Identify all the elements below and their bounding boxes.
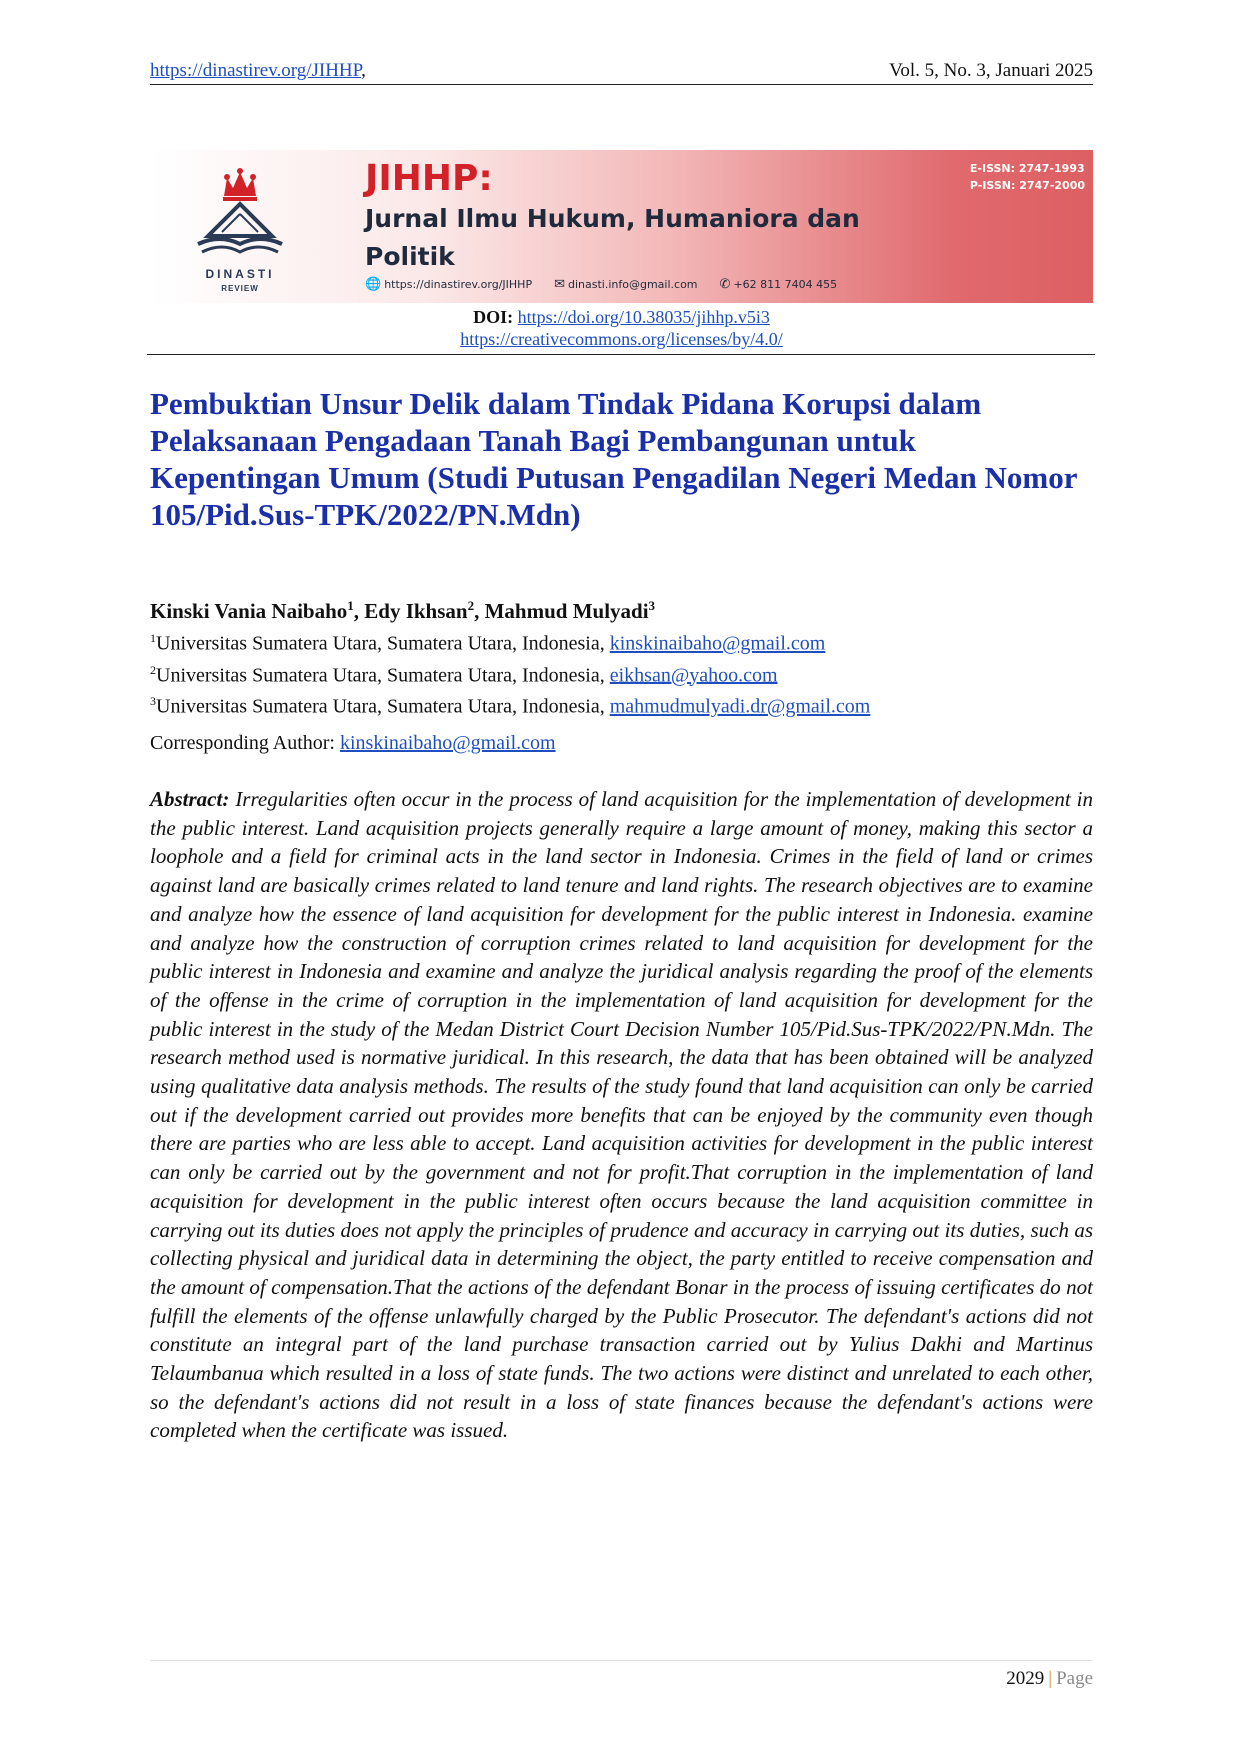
page-footer (1006, 1668, 1093, 1690)
banner-contacts (365, 277, 837, 292)
doi-label: DOI: (473, 307, 514, 327)
affiliation-email[interactable]: kinskinaibaho@gmail.com (609, 632, 826, 655)
abstract (150, 785, 1093, 1445)
banner-title: JIHHP: (365, 158, 493, 199)
footer-separator: | (1048, 1668, 1053, 1689)
affiliation-1 (150, 625, 870, 657)
logo-subword: REVIEW (221, 284, 259, 293)
author-sup: 1 (347, 598, 354, 613)
author-name: Kinski Vania Naibaho (150, 599, 348, 623)
affiliation-email[interactable]: mahmudmulyadi.dr@gmail.com (609, 695, 871, 718)
affiliation-list (150, 625, 870, 720)
mail-icon: ✉ (554, 277, 565, 292)
author-sup: 3 (648, 598, 656, 613)
affiliation-sup: 2 (150, 662, 156, 677)
affiliation-2 (150, 657, 870, 689)
banner-email (554, 277, 697, 292)
author-sep: , (353, 599, 365, 623)
issn-block (970, 160, 1085, 194)
header-divider (147, 354, 1095, 355)
article-title: Pembuktian Unsur Delik dalam Tindak Pidana Korupsi dalam Pelaksanaan Pengadaan Tanah Bagi Pembangunan untuk Kepentingan Umum (Studi Putusan Pengadilan Negeri Medan Nomor 105/Pid.Sus-TPK/2022/PN.Mdn) (150, 386, 1077, 532)
banner-phone (720, 277, 838, 292)
globe-icon: 🌐 (365, 277, 382, 292)
affiliation-text: Universitas Sumatera Utara, Sumatera Utara, Indonesia, (156, 664, 610, 687)
corresponding-label: Corresponding Author: (150, 732, 340, 754)
abstract-label: Abstract: (150, 787, 230, 811)
page-number: 2029 (1006, 1668, 1045, 1689)
affiliation-text: Universitas Sumatera Utara, Sumatera Utara, Indonesia, (156, 695, 610, 718)
journal-banner (150, 150, 1093, 303)
banner-website (365, 277, 532, 292)
affiliation-text: Universitas Sumatera Utara, Sumatera Utara, Indonesia, (156, 632, 610, 655)
eissn: E-ISSN: 2747-1993 (969, 162, 1085, 175)
page-label: Page (1056, 1668, 1093, 1689)
doi-block (150, 306, 1093, 350)
logo-wordmark: DINASTI (205, 267, 275, 281)
doi-link[interactable]: https://doi.org/10.38035/jihhp.v5i3 (517, 307, 770, 327)
banner-website-text: https://dinastirev.org/JIHHP (384, 278, 533, 291)
corresponding-author (150, 732, 556, 755)
crown-book-icon (180, 162, 300, 262)
journal-link-wrap (150, 60, 366, 82)
dinasti-logo (180, 162, 300, 292)
pissn: P-ISSN: 2747-2000 (969, 179, 1085, 192)
journal-link[interactable]: https://dinastirev.org/JIHHP (150, 60, 362, 81)
affiliation-sup: 3 (150, 694, 156, 709)
author-2 (364, 599, 484, 623)
author-sup: 2 (467, 598, 475, 613)
footer-divider (150, 1660, 1093, 1661)
author-3 (485, 599, 655, 623)
journal-link-suffix: , (361, 60, 366, 81)
banner-email-text: dinasti.info@gmail.com (568, 278, 698, 291)
abstract-text: Irregularities often occur in the process of land acquisition for the implementation of development in the public interest. Land acquisition projects generally require a large amount of money, making this sector a loophole and a field for criminal acts in the land sector in Indonesia. Crimes in the field of land or crimes against land are basically crimes related to land tenure and land rights. The research objectives are to examine and analyze how the essence of land acquisition for development for the public interest in Indonesia. examine and analyze how the construction of corruption crimes related to land acquisition for development for the public interest in Indonesia and examine and analyze the juridical analysis regarding the proof of the elements of the offense in the crime of corruption in the implementation of land acquisition for development for the public interest in the study of the Medan District Court Decision Number 105/Pid.Sus-TPK/2022/PN.Mdn. The research method used is normative juridical. In this research, the data that has been obtained will be analyzed using qualitative data analysis methods. The results of the study found that land acquisition can only be carried out if the development carried out provides more benefits that can be enjoyed by the community even though there are parties who are less able to accept. Land acquisition activities for development in the public interest can only be carried out by the government and not for profit.That corruption in the implementation of land acquisition for development in the public interest often occurs because the land acquisition committee in carrying out its duties does not apply the principles of prudence and accuracy in carrying out its duties, such as collecting physical and juridical data in determining the object, the party entitled to receive compensation and the amount of compensation.That the actions of the defendant Bonar in the process of issuing certificates do not fulfill the elements of the offense unlawfully charged by the Public Prosecutor. The defendant's actions did not constitute an integral part of the land purchase transaction carried out by Yulius Dakhi and Martinus Telaumbanua which resulted in a loss of state funds. The two actions were distinct and unrelated to each other, so the defendant's actions did not result in a loss of state finances because the defendant's actions were completed when the certificate was issued. (150, 787, 1093, 1443)
affiliation-3 (150, 688, 870, 720)
author-list (150, 598, 655, 624)
license-link[interactable]: https://creativecommons.org/licenses/by/4.0/ (460, 329, 783, 349)
running-header (150, 58, 1093, 85)
doi-line (150, 306, 1093, 328)
license-line (150, 328, 1093, 350)
author-name: Mahmud Mulyadi (484, 599, 649, 623)
author-sep: , (474, 599, 485, 623)
corresponding-email[interactable]: kinskinaibaho@gmail.com (340, 732, 556, 754)
volume-info: Vol. 5, No. 3, Januari 2025 (889, 60, 1093, 81)
phone-icon: ✆ (719, 277, 731, 292)
affiliation-email[interactable]: eikhsan@yahoo.com (609, 664, 778, 687)
author-1 (150, 599, 364, 623)
affiliation-sup: 1 (150, 631, 156, 645)
banner-phone-text: +62 811 7404 455 (733, 278, 838, 291)
banner-subtitle: Jurnal Ilmu Hukum, Humaniora dan Politik (365, 204, 860, 271)
author-name: Edy Ikhsan (364, 599, 468, 623)
